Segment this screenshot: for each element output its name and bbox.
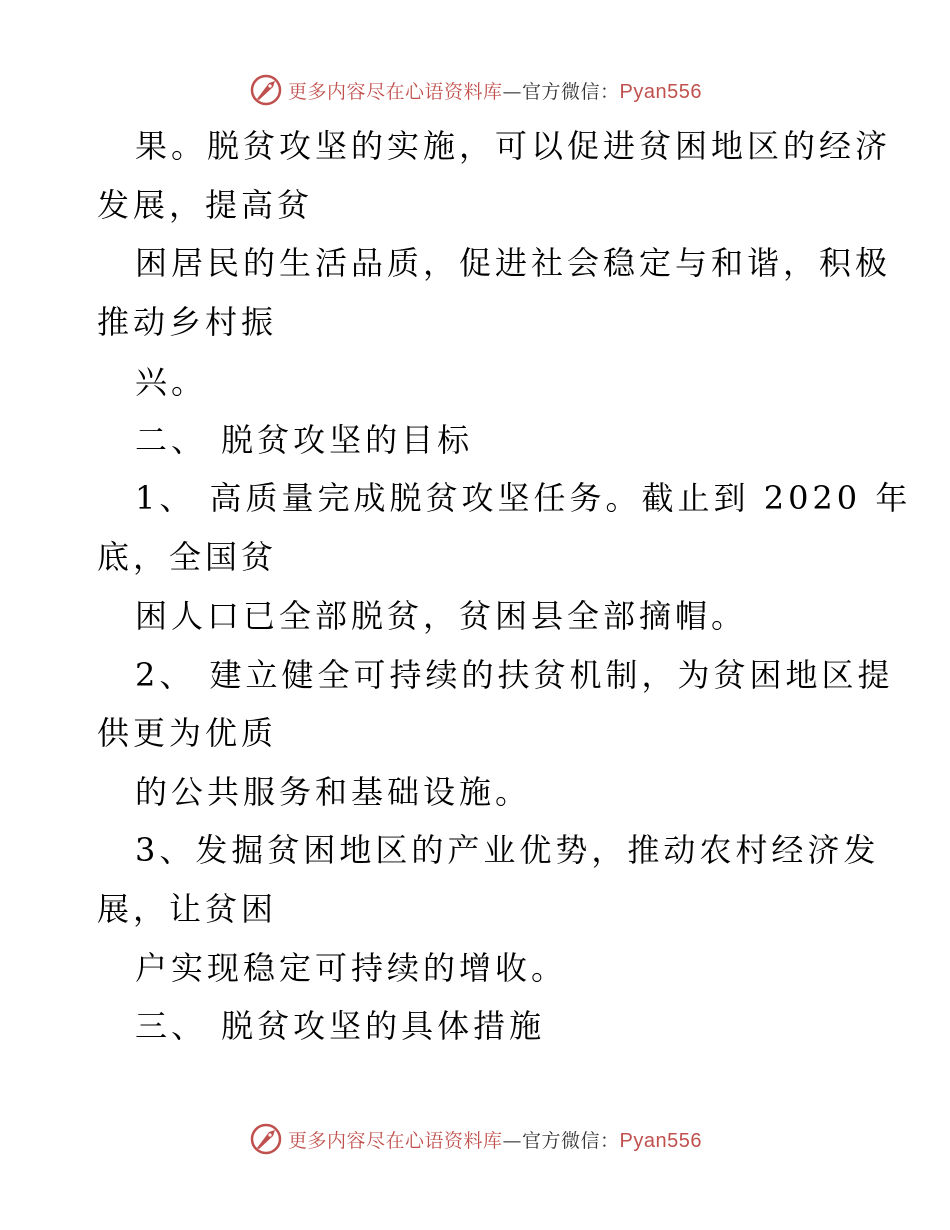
banner-wechat-label: 官方微信： [522,1129,620,1152]
section-heading: 二、 脱贫攻坚的目标 [135,421,474,459]
text-line: 供更为优质 [97,714,278,752]
text-line: 果。脱贫攻坚的实施，可以促进贫困地区的经济 [135,127,892,165]
text-line: 3、发掘贫困地区的产业优势，推动农村经济发 [135,831,880,869]
banner-wechat-label: 官方微信： [522,80,620,103]
text-line: 底，全国贫 [97,538,278,576]
banner-wechat-id: Pyan556 [619,1129,702,1152]
banner-dash: — [502,80,523,103]
text-line: 发展，提高贫 [97,186,314,224]
banner-dash: — [502,1129,523,1152]
text-line: 2、 建立健全可持续的扶贫机制，为贫困地区提 [135,656,894,694]
text-line: 兴。 [135,363,208,401]
text-line: 困居民的生活品质，促进社会稳定与和谐，积极 [135,244,892,282]
text-line: 的公共服务和基础设施。 [135,773,532,811]
text-line: 1、 高质量完成脱贫攻坚任务。截止到 2020 年 [135,479,912,517]
text-line: 推动乡村振 [97,303,278,341]
banner-title: 更多内容尽在心语资料库 [288,1129,503,1152]
pen-nib-logo-icon [248,1121,284,1157]
section-heading: 三、 脱贫攻坚的具体措施 [135,1007,546,1045]
banner-text [288,1126,702,1153]
text-line: 户实现稳定可持续的增收。 [135,949,568,987]
footer-banner [0,1119,950,1159]
banner-wechat-id: Pyan556 [619,80,702,103]
text-line: 展，让贫困 [97,890,278,928]
text-line: 困人口已全部脱贫，贫困县全部摘帽。 [135,597,748,635]
banner-title: 更多内容尽在心语资料库 [288,80,503,103]
